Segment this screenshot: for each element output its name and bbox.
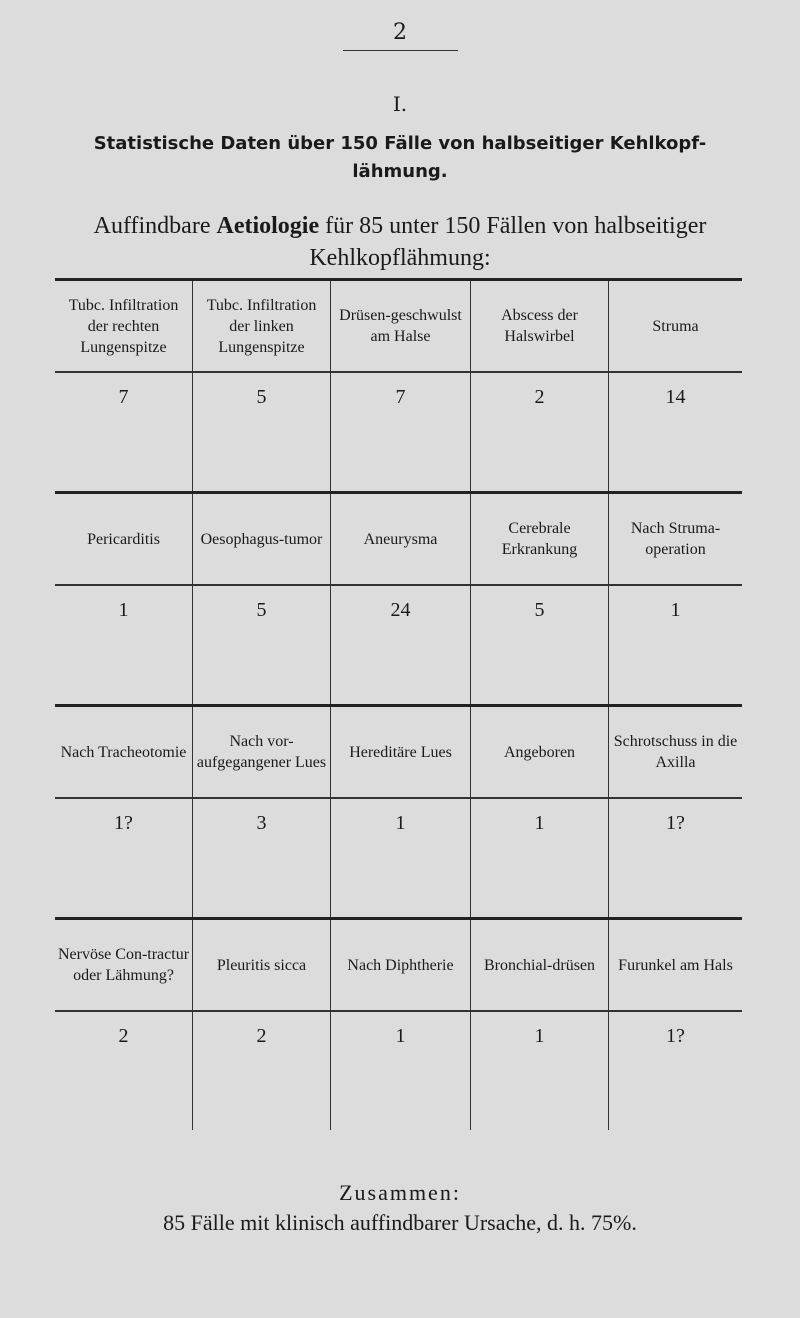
header-cell: Struma xyxy=(608,281,742,371)
value-cell: 3 xyxy=(192,799,330,917)
header-cell: Nach vor-aufgegangener Lues xyxy=(192,707,330,797)
section-number: I. xyxy=(392,92,408,116)
value-row xyxy=(55,799,742,917)
header-cell: Nervöse Con-tractur oder Lähmung? xyxy=(57,946,190,984)
header-cell: Tubc. Infiltration der linken Lungenspitze xyxy=(192,281,330,371)
header-cell: Nach Struma-operation xyxy=(608,494,742,584)
header-cell: Schrotschuss in die Axilla xyxy=(608,707,742,797)
value-cell: 1? xyxy=(608,1012,742,1130)
header-cell: Bronchial-drüsen xyxy=(470,920,608,1010)
sub-heading-post: für 85 unter 150 Fällen von halbseitiger Kehlkopflähmung: xyxy=(309,213,707,271)
header-row xyxy=(55,920,742,1010)
value-cell: 7 xyxy=(330,373,470,491)
value-cell: 2 xyxy=(118,1025,129,1047)
value-cell: 2 xyxy=(470,373,608,491)
aetiology-table xyxy=(55,278,742,1130)
table-block-2 xyxy=(55,491,742,704)
value-cell: 24 xyxy=(330,586,470,704)
page-number-rule xyxy=(343,50,458,51)
summary-title: Zusammen: xyxy=(339,1180,461,1205)
header-cell: Cerebrale Erkrankung xyxy=(470,494,608,584)
header-cell: Nach Tracheotomie xyxy=(60,743,187,761)
page-number: 2 xyxy=(393,20,407,45)
value-row xyxy=(55,373,742,491)
value-row xyxy=(55,586,742,704)
value-cell: 1 xyxy=(330,799,470,917)
value-cell: 5 xyxy=(470,586,608,704)
summary-text: 85 Fälle mit klinisch auffindbarer Ursache, d. h. 75%. xyxy=(163,1210,637,1235)
value-row xyxy=(55,1012,742,1130)
value-cell: 1? xyxy=(608,799,742,917)
header-row xyxy=(55,494,742,584)
main-heading: Statistische Daten über 150 Fälle von halbseitiger Kehlkopf-lähmung. xyxy=(93,133,707,182)
table-block-1 xyxy=(55,278,742,491)
value-cell: 1 xyxy=(330,1012,470,1130)
table-block-4 xyxy=(55,917,742,1130)
header-cell: Abscess der Halswirbel xyxy=(470,281,608,371)
value-cell: 5 xyxy=(192,586,330,704)
value-cell: 14 xyxy=(608,373,742,491)
header-cell: Tubc. Infiltration der rechten Lungenspitze xyxy=(68,296,179,356)
value-cell: 1 xyxy=(118,599,129,621)
header-cell: Oesophagus-tumor xyxy=(192,494,330,584)
header-cell: Hereditäre Lues xyxy=(330,707,470,797)
value-cell: 1 xyxy=(470,1012,608,1130)
value-cell: 5 xyxy=(192,373,330,491)
header-cell: Angeboren xyxy=(470,707,608,797)
table-block-3 xyxy=(55,704,742,917)
value-cell: 1 xyxy=(608,586,742,704)
value-cell: 1? xyxy=(114,812,133,834)
header-cell: Drüsen-geschwulst am Halse xyxy=(330,281,470,371)
header-cell: Aneurysma xyxy=(330,494,470,584)
header-row xyxy=(55,707,742,797)
header-cell: Pericarditis xyxy=(87,530,160,548)
value-cell: 7 xyxy=(118,386,129,408)
header-cell: Furunkel am Hals xyxy=(608,920,742,1010)
sub-heading xyxy=(50,210,750,274)
sub-heading-bold: Aetiologie xyxy=(216,213,320,239)
header-cell: Pleuritis sicca xyxy=(192,920,330,1010)
value-cell: 2 xyxy=(192,1012,330,1130)
header-cell: Nach Diphtherie xyxy=(330,920,470,1010)
value-cell: 1 xyxy=(470,799,608,917)
header-row xyxy=(55,281,742,371)
sub-heading-pre: Auffindbare xyxy=(93,213,217,239)
